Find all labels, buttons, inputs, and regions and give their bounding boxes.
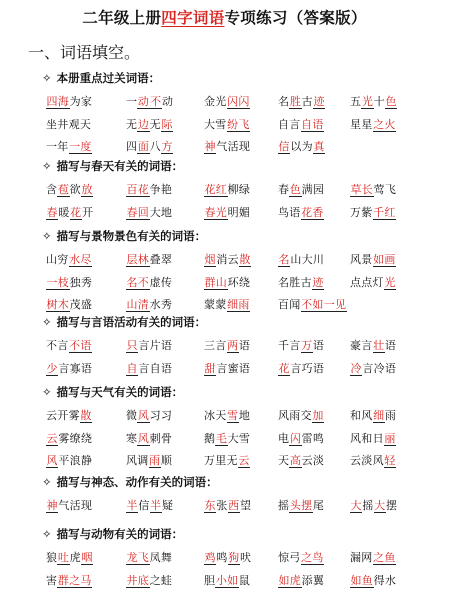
idiom-item xyxy=(204,339,250,353)
idiom-text: 气活现 xyxy=(58,499,93,512)
answer-blank: 吐 xyxy=(57,551,70,564)
idiom-item xyxy=(278,409,324,423)
idiom-item xyxy=(350,499,397,513)
idiom-text: 鸟语 xyxy=(278,205,301,219)
idiom-item xyxy=(350,339,396,353)
answer-blank: 东 xyxy=(204,499,216,512)
idiom-text: 山大川 xyxy=(290,253,325,266)
answer-blank: 花红 xyxy=(204,183,228,196)
answer-blank: 神 xyxy=(204,140,216,153)
idiom-item xyxy=(46,574,92,588)
idiom-item xyxy=(46,362,92,376)
idiom-text: 不言 xyxy=(46,339,69,352)
idiom-text: 之蛙 xyxy=(149,573,173,587)
idiom-item xyxy=(46,551,93,565)
answer-blank: 光 xyxy=(384,275,396,289)
idiom-text: 刺骨 xyxy=(149,431,173,445)
title-highlight: 四字词语 xyxy=(161,9,225,27)
idiom-text: 望 xyxy=(239,499,252,512)
idiom-item xyxy=(204,432,250,446)
idiom-item xyxy=(126,140,173,154)
idiom-item xyxy=(46,499,92,513)
idiom-text: 欲 xyxy=(69,183,81,196)
idiom-item xyxy=(204,409,250,423)
idiom-text: 寒 xyxy=(126,431,138,445)
idiom-item xyxy=(350,206,396,220)
idiom-text: 满园 xyxy=(301,183,325,196)
idiom-text: 微 xyxy=(126,409,138,422)
idiom-item xyxy=(278,362,324,376)
idiom-text: 蒙蒙 xyxy=(204,298,227,311)
idiom-text: 疑 xyxy=(161,499,174,512)
idiom-text: 八 xyxy=(149,140,161,153)
idiom-text: 摆 xyxy=(385,499,398,512)
idiom-text: 风雨交 xyxy=(278,409,312,422)
idiom-item xyxy=(46,276,92,290)
idiom-item xyxy=(126,499,173,513)
idiom-text: 鼠 xyxy=(238,573,251,587)
idiom-item xyxy=(350,362,396,376)
group-title-text: 描写与天气有关的词语： xyxy=(56,385,184,399)
idiom-item xyxy=(204,454,250,468)
idiom-item xyxy=(126,409,172,423)
idiom-text: 环绕 xyxy=(227,275,251,289)
idiom-item xyxy=(126,118,173,132)
idiom-text: 茂盛 xyxy=(69,298,93,311)
idiom-text: 风景 xyxy=(350,253,373,266)
idiom-item xyxy=(350,409,396,423)
idiom-item xyxy=(126,298,172,312)
idiom-text: 地 xyxy=(238,409,251,422)
idiom-text: 无 xyxy=(149,117,161,131)
idiom-item xyxy=(350,276,396,290)
idiom-item xyxy=(204,253,251,267)
answer-blank: 方 xyxy=(161,140,173,153)
idiom-text: 鸣 xyxy=(216,551,228,564)
idiom-text: 雨 xyxy=(384,409,397,422)
answer-blank: 风 xyxy=(137,431,150,445)
idiom-text: 雾缭绕 xyxy=(58,431,93,445)
title-prefix: 二年级上册 xyxy=(82,9,162,27)
idiom-text: 争艳 xyxy=(149,183,173,196)
idiom-item xyxy=(46,95,92,109)
idiom-text: 言片语 xyxy=(138,339,173,352)
idiom-item xyxy=(204,551,251,565)
group-title xyxy=(42,474,218,490)
idiom-text: 自言 xyxy=(278,117,301,131)
idiom-item xyxy=(204,499,251,513)
idiom-item xyxy=(126,276,172,290)
idiom-text: 雷鸣 xyxy=(301,431,325,445)
idiom-text: 尾 xyxy=(312,499,325,512)
answer-blank: 高 xyxy=(289,454,302,467)
group-title-text: 描写与景物景色有关的词语： xyxy=(56,229,207,243)
idiom-text: 天 xyxy=(278,454,290,467)
idiom-text: 张 xyxy=(216,499,228,512)
idiom-item xyxy=(278,432,324,446)
idiom-text: 点点灯 xyxy=(350,275,384,289)
idiom-text: 狼 xyxy=(46,551,58,564)
answer-blank: 甜 xyxy=(204,361,216,375)
idiom-text: 言自语 xyxy=(138,361,173,375)
idiom-item xyxy=(46,253,92,267)
idiom-text: 害 xyxy=(46,573,58,587)
answer-blank: 小如 xyxy=(215,573,239,587)
idiom-text: 吠 xyxy=(239,551,252,564)
answer-blank: 胜 xyxy=(289,95,302,108)
idiom-text: 星星 xyxy=(350,117,373,131)
idiom-item xyxy=(126,362,172,376)
idiom-text: 云淡 xyxy=(301,454,325,467)
sparkle-icon: ✧ xyxy=(42,229,52,243)
idiom-text: 十 xyxy=(373,95,385,108)
idiom-item xyxy=(278,339,324,353)
idiom-text: 豪言 xyxy=(350,339,373,352)
idiom-text: 春 xyxy=(278,183,290,196)
answer-blank: 草长 xyxy=(350,183,374,196)
answer-blank: 散 xyxy=(80,409,92,422)
idiom-text: 虎 xyxy=(69,551,81,564)
answer-blank: 自 xyxy=(126,361,138,375)
answer-blank: 咽 xyxy=(81,551,93,564)
group-title-text: 本册重点过关词语： xyxy=(56,71,161,85)
answer-blank: 冷 xyxy=(350,361,362,375)
answer-blank: 狗 xyxy=(228,551,240,564)
title-suffix: 专项练习（答案版） xyxy=(224,9,367,27)
idiom-text: 万里无 xyxy=(204,454,238,467)
answer-blank: 烟 xyxy=(204,253,216,266)
idiom-text: 古 xyxy=(301,95,313,108)
idiom-text: 语 xyxy=(312,339,325,352)
idiom-text: 叠翠 xyxy=(149,253,173,266)
idiom-text: 气活现 xyxy=(216,140,251,153)
answer-blank: 神 xyxy=(46,499,58,512)
idiom-item xyxy=(204,362,250,376)
idiom-text: 语 xyxy=(238,339,251,352)
idiom-text: 惊弓 xyxy=(278,551,301,564)
group-title xyxy=(42,70,160,86)
group-title xyxy=(42,158,183,174)
answer-blank: 不 xyxy=(150,95,162,108)
idiom-item xyxy=(126,95,173,109)
sparkle-icon: ✧ xyxy=(42,527,52,541)
idiom-item xyxy=(278,95,325,109)
idiom-item xyxy=(350,118,396,132)
answer-blank: 大 xyxy=(374,499,386,512)
idiom-text: 柳绿 xyxy=(227,183,251,196)
idiom-text: 平浪静 xyxy=(58,454,93,467)
answer-blank: 如画 xyxy=(373,253,396,266)
idiom-item xyxy=(46,409,92,423)
answer-blank: 纷飞 xyxy=(227,117,250,131)
answer-blank: 如虎 xyxy=(278,573,302,587)
sparkle-icon: ✧ xyxy=(42,71,52,85)
idiom-text: 四 xyxy=(126,140,138,153)
answer-blank: 不语 xyxy=(69,339,92,352)
answer-blank: 雨 xyxy=(149,454,161,467)
idiom-text: 风和日 xyxy=(350,431,384,445)
idiom-item xyxy=(46,118,91,132)
idiom-text: 三言 xyxy=(204,339,227,352)
idiom-item xyxy=(46,206,93,220)
idiom-text: 语 xyxy=(384,339,397,352)
answer-blank: 丽 xyxy=(384,431,396,445)
idiom-text: 云开雾 xyxy=(46,409,80,422)
idiom-item xyxy=(126,574,172,588)
idiom-item xyxy=(204,298,250,312)
answer-blank: 加 xyxy=(312,409,324,422)
answer-blank: 花 xyxy=(70,205,82,219)
answer-blank: 水尽 xyxy=(69,253,92,266)
idiom-item xyxy=(278,206,324,220)
answer-blank: 迹 xyxy=(312,275,324,289)
idiom-text: 风调 xyxy=(126,454,149,467)
answer-blank: 龙飞 xyxy=(126,551,150,564)
answer-blank: 信 xyxy=(278,140,290,153)
answer-blank: 色 xyxy=(289,183,302,196)
idiom-text: 鹅 xyxy=(204,431,216,445)
answer-blank: 四海 xyxy=(46,95,70,108)
idiom-item xyxy=(46,183,93,197)
group-title-text: 描写与动物有关的词语： xyxy=(56,527,184,541)
idiom-item xyxy=(278,253,324,267)
idiom-text: 开 xyxy=(81,205,94,219)
idiom-text: 千言 xyxy=(278,339,301,352)
answer-blank: 轻 xyxy=(384,454,396,467)
idiom-text: 电 xyxy=(278,431,290,445)
idiom-text: 顺 xyxy=(160,454,173,467)
idiom-text: 金光 xyxy=(204,95,227,108)
idiom-item xyxy=(350,253,396,267)
idiom-item xyxy=(204,95,250,109)
answer-blank: 苞 xyxy=(57,183,70,196)
idiom-text: 五 xyxy=(350,95,362,108)
idiom-item xyxy=(350,551,396,565)
answer-blank: 之鸟 xyxy=(301,551,324,564)
answer-blank: 动 xyxy=(137,95,150,108)
answer-blank: 群山 xyxy=(204,275,228,289)
idiom-item xyxy=(350,95,397,109)
idiom-text: 山穷 xyxy=(46,253,69,266)
idiom-text: 为家 xyxy=(69,95,93,108)
answer-blank: 风 xyxy=(137,409,150,422)
answer-blank: 真 xyxy=(313,140,325,153)
idiom-text: 言巧语 xyxy=(290,361,325,375)
answer-blank: 如鱼 xyxy=(350,573,374,587)
answer-blank: 井底 xyxy=(126,573,150,587)
answer-blank: 层林 xyxy=(126,253,150,266)
answer-blank: 风 xyxy=(46,454,58,467)
idiom-item xyxy=(126,454,172,468)
answer-blank: 自语 xyxy=(301,117,324,131)
idiom-text: 明媚 xyxy=(227,205,251,219)
answer-blank: 只 xyxy=(126,339,138,352)
group-title xyxy=(42,526,183,542)
idiom-text: 暖 xyxy=(58,205,70,219)
answer-blank: 一枝 xyxy=(46,275,70,289)
answer-blank: 名不 xyxy=(126,275,150,289)
answer-blank: 春 xyxy=(46,205,58,219)
answer-blank: 万 xyxy=(301,339,313,352)
idiom-text: 言蜜语 xyxy=(216,361,251,375)
answer-blank: 春光 xyxy=(204,205,228,219)
idiom-item xyxy=(46,298,92,312)
idiom-item xyxy=(350,183,396,197)
answer-blank: 迹 xyxy=(313,95,325,108)
group-title-text: 描写与言语活动有关的词语： xyxy=(56,315,207,329)
idiom-text: 言冷语 xyxy=(362,361,397,375)
answer-blank: 色 xyxy=(385,95,397,108)
answer-blank: 鸡 xyxy=(204,551,216,564)
answer-blank: 百花 xyxy=(126,183,150,196)
idiom-text: 含 xyxy=(46,183,58,196)
idiom-text: 得水 xyxy=(373,573,397,587)
idiom-text: 云淡风 xyxy=(350,454,384,467)
idiom-text: 胆 xyxy=(204,573,216,587)
idiom-text: 独秀 xyxy=(69,275,93,289)
idiom-item xyxy=(126,339,172,353)
idiom-text: 大地 xyxy=(149,205,173,219)
idiom-text: 水秀 xyxy=(149,298,173,311)
idiom-text: 万紫 xyxy=(350,205,373,219)
idiom-text: 大雪 xyxy=(227,431,251,445)
answer-blank: 群之马 xyxy=(57,573,92,587)
idiom-item xyxy=(126,206,172,220)
idiom-text: 信 xyxy=(138,499,150,512)
idiom-text: 一 xyxy=(126,95,138,108)
idiom-text: 一年 xyxy=(46,140,69,153)
idiom-text: 无 xyxy=(126,117,138,131)
idiom-item xyxy=(278,183,324,197)
idiom-text: 以为 xyxy=(290,140,313,153)
answer-blank: 树木 xyxy=(46,298,70,311)
idiom-text: 添翼 xyxy=(301,573,325,587)
answer-blank: 少 xyxy=(46,361,58,375)
idiom-text: 摇 xyxy=(362,499,374,512)
answer-blank: 头摆 xyxy=(289,499,313,512)
answer-blank: 大 xyxy=(350,499,362,512)
idiom-item xyxy=(278,298,347,312)
answer-blank: 毛 xyxy=(215,431,228,445)
idiom-text: 名胜古 xyxy=(278,275,312,289)
answer-blank: 放 xyxy=(81,183,93,196)
idiom-text: 消云 xyxy=(216,253,239,266)
answer-blank: 半 xyxy=(126,499,138,512)
idiom-text: 大雪 xyxy=(204,117,227,131)
idiom-text: 莺飞 xyxy=(373,183,397,196)
answer-blank: 一度 xyxy=(69,140,92,153)
answer-blank: 云 xyxy=(238,454,250,467)
idiom-item xyxy=(204,118,250,132)
group-title-text: 描写与春天有关的词语： xyxy=(56,159,184,173)
group-title xyxy=(42,228,206,244)
answer-blank: 际 xyxy=(161,117,173,131)
idiom-item xyxy=(278,574,324,588)
idiom-item xyxy=(350,432,396,446)
idiom-text: 坐井观天 xyxy=(46,117,92,131)
answer-blank: 西 xyxy=(228,499,240,512)
answer-blank: 千红 xyxy=(373,205,396,219)
idiom-item xyxy=(46,432,92,446)
idiom-item xyxy=(46,339,92,353)
answer-blank: 之鱼 xyxy=(373,551,396,564)
sparkle-icon: ✧ xyxy=(42,475,52,489)
idiom-text: 凤舞 xyxy=(149,551,173,564)
idiom-item xyxy=(204,206,250,220)
idiom-item xyxy=(278,118,324,132)
answer-blank: 边 xyxy=(137,117,150,131)
idiom-item xyxy=(204,574,250,588)
idiom-item xyxy=(350,574,396,588)
idiom-item xyxy=(126,432,172,446)
idiom-text: 漏网 xyxy=(350,551,373,564)
answer-blank: 散 xyxy=(239,253,251,266)
idiom-item xyxy=(204,276,250,290)
idiom-item xyxy=(204,183,250,197)
idiom-item xyxy=(278,140,325,154)
answer-blank: 光 xyxy=(361,95,374,108)
group-title xyxy=(42,314,206,330)
answer-blank: 雪 xyxy=(227,409,239,422)
idiom-item xyxy=(126,253,172,267)
answer-blank: 半 xyxy=(150,499,162,512)
idiom-text: 摇 xyxy=(278,499,290,512)
answer-blank: 之火 xyxy=(373,117,396,131)
idiom-item xyxy=(204,140,250,154)
answer-blank: 壮 xyxy=(373,339,385,352)
idiom-text: 和风 xyxy=(350,409,373,422)
idiom-text: 习习 xyxy=(149,409,173,422)
answer-blank: 春回 xyxy=(126,205,150,219)
group-title-text: 描写与神态、动作有关的词语： xyxy=(56,475,218,489)
idiom-text: 名 xyxy=(278,95,290,108)
answer-blank: 闪 xyxy=(289,431,302,445)
answer-blank: 闪闪 xyxy=(227,95,250,108)
sparkle-icon: ✧ xyxy=(42,385,52,399)
idiom-text: 动 xyxy=(161,95,174,108)
answer-blank: 不如一见 xyxy=(301,298,347,311)
idiom-text: 百闻 xyxy=(278,298,301,311)
sparkle-icon: ✧ xyxy=(42,159,52,173)
idiom-text: 冰天 xyxy=(204,409,227,422)
group-title xyxy=(42,384,183,400)
idiom-item xyxy=(350,454,396,468)
idiom-text: 虚传 xyxy=(149,275,173,289)
answer-blank: 花 xyxy=(278,361,290,375)
idiom-item xyxy=(126,551,172,565)
idiom-item xyxy=(46,140,92,154)
answer-blank: 名 xyxy=(278,253,290,266)
answer-blank: 面 xyxy=(137,140,150,153)
idiom-item xyxy=(278,454,324,468)
idiom-item xyxy=(278,551,324,565)
answer-blank: 山清 xyxy=(126,298,150,311)
idiom-item xyxy=(46,454,92,468)
idiom-item xyxy=(126,183,172,197)
sparkle-icon: ✧ xyxy=(42,315,52,329)
answer-blank: 云 xyxy=(46,431,58,445)
answer-blank: 细雨 xyxy=(227,298,250,311)
answer-blank: 细 xyxy=(373,409,385,422)
answer-blank: 花香 xyxy=(301,205,324,219)
idiom-item xyxy=(278,499,324,513)
idiom-text: 言寡语 xyxy=(58,361,93,375)
section-heading: 一、词语填空。 xyxy=(28,43,141,62)
idiom-item xyxy=(278,276,324,290)
answer-blank: 两 xyxy=(227,339,239,352)
